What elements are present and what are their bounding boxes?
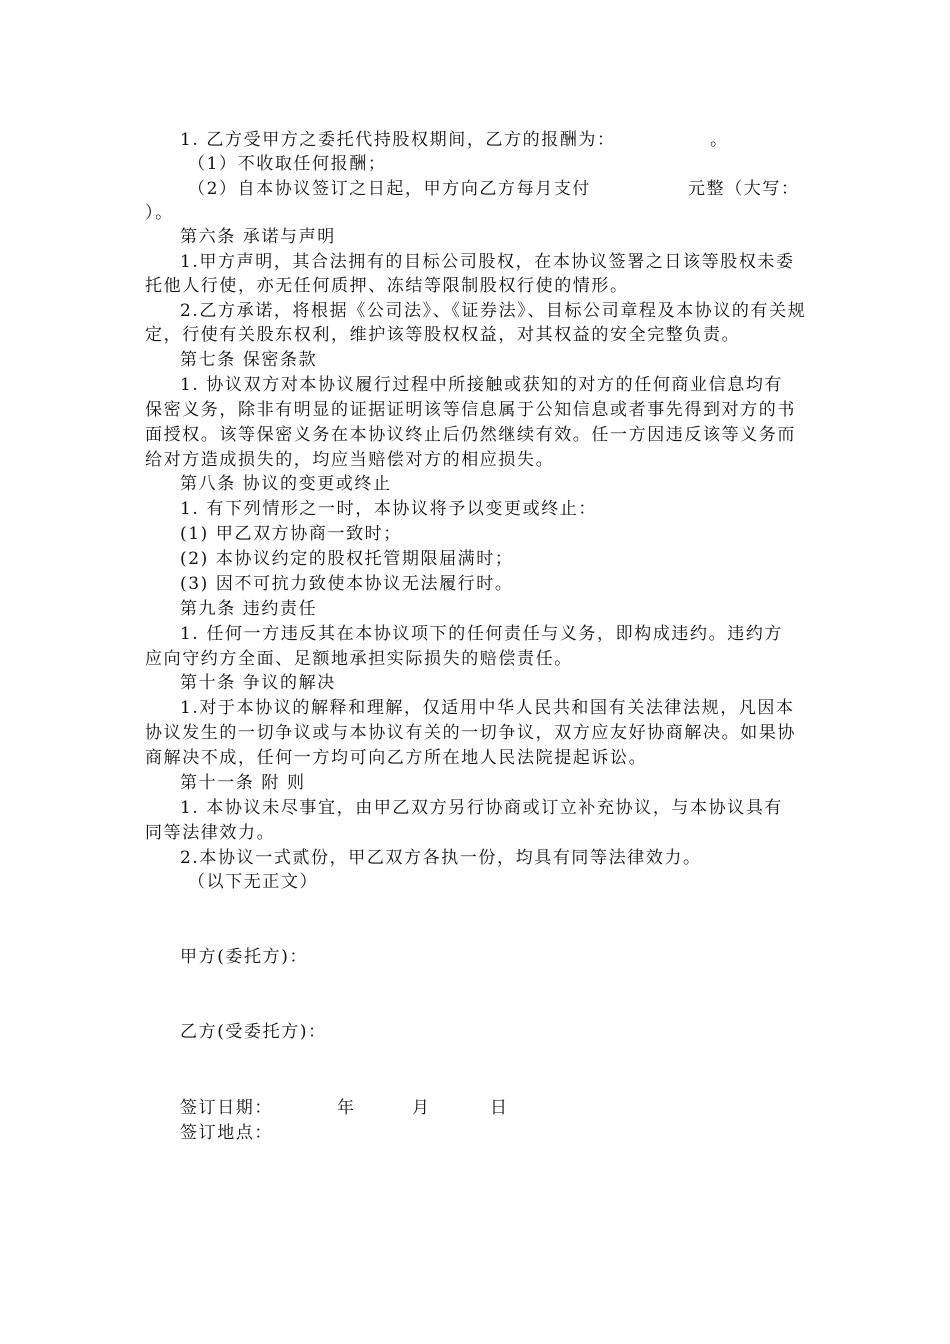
article-10-para-1-line-2: 协议发生的一切争议或与本协议有关的一切争议，双方应友好协商解决。如果协 — [145, 723, 796, 743]
remuneration-text: 1. 乙方受甲方之委托代持股权期间，乙方的报酬为： — [180, 130, 616, 150]
article-11-para-1-line-1: 1. 本协议未尽事宜，由甲乙双方另行协商或订立补充协议，与本协议具有 — [180, 798, 784, 818]
article-8-case-2: (2) 本协议约定的股权托管期限届满时； — [180, 549, 514, 569]
remuneration-option-1: （1）不收取任何报酬； — [188, 154, 387, 174]
article-7-para-1-line-4: 给对方造成损失的，均应当赔偿对方的相应损失。 — [145, 450, 555, 470]
article-11-para-2: 2.本协议一式贰份，甲乙双方各执一份，均具有同等法律效力。 — [180, 848, 702, 868]
article-6-para-2-line-2: 定，行使有关股东权利，维护该等股权权益，对其权益的安全完整负责。 — [145, 325, 741, 345]
article-10-para-1-line-1: 1.对于本协议的解释和理解，仅适用中华人民共和国有关法律法规，凡因本 — [180, 698, 795, 718]
remuneration-option-2-end: ）。 — [145, 203, 174, 223]
signing-date-month: 月 — [412, 1098, 431, 1118]
article-9-heading: 第九条 违约责任 — [180, 599, 318, 619]
article-11-para-1-line-2: 同等法律效力。 — [145, 823, 276, 843]
article-7-para-1-line-3: 面授权。该等保密义务在本协议终止后仍然继续有效。任一方因违反该等义务而 — [145, 425, 796, 445]
article-11-heading: 第十一条 附 则 — [180, 773, 306, 793]
article-6-para-1-line-2: 托他人行使，亦无任何质押、冻结等限制股权行使的情形。 — [145, 276, 629, 296]
article-8-heading: 第八条 协议的变更或终止 — [180, 474, 392, 494]
article-9-para-1-line-2: 应向守约方全面、足额地承担实际损失的赔偿责任。 — [145, 649, 573, 669]
article-7-para-1-line-2: 保密义务，除非有明显的证据证明该等信息属于公知信息或者事先得到对方的书 — [145, 400, 796, 420]
article-8-para-1: 1. 有下列情形之一时，本协议将予以变更或终止： — [180, 499, 598, 519]
article-8-case-1: (1) 甲乙双方协商一致时； — [180, 524, 402, 544]
article-7-heading: 第七条 保密条款 — [180, 350, 318, 370]
party-b-signature-label: 乙方(受委托方)： — [180, 1022, 327, 1042]
article-8-case-3: (3) 因不可抗力致使本协议无法履行时。 — [180, 574, 514, 594]
article-10-heading: 第十条 争议的解决 — [180, 673, 336, 693]
article-6-heading: 第六条 承诺与声明 — [180, 227, 336, 247]
remuneration-blank-end: 。 — [710, 130, 729, 150]
article-6-para-2-line-1: 2.乙方承诺，将根据《公司法》、《证券法》、目标公司章程及本协议的有关规 — [180, 301, 807, 321]
signing-date-day: 日 — [490, 1098, 509, 1118]
remuneration-option-2-text: （2）自本协议签订之日起，甲方向乙方每月支付 — [188, 179, 592, 199]
signing-date-row — [180, 1096, 810, 1120]
signing-place-label: 签订地点： — [180, 1123, 273, 1143]
no-further-text-note: （以下无正文） — [188, 872, 319, 892]
clause-5-item-1 — [180, 128, 810, 152]
remuneration-amount-words: 元整（大写： — [688, 179, 800, 199]
remuneration-option-2 — [188, 177, 810, 201]
article-10-para-1-line-3: 商解决不成，任何一方均可向乙方所在地人民法院提起诉讼。 — [145, 748, 648, 768]
article-7-para-1-line-1: 1. 协议双方对本协议履行过程中所接触或获知的对方的任何商业信息均有 — [180, 375, 784, 395]
article-6-para-1-line-1: 1.甲方声明，其合法拥有的目标公司股权，在本协议签署之日该等股权未委 — [180, 252, 795, 272]
signing-date-label: 签订日期： — [180, 1098, 273, 1118]
article-9-para-1-line-1: 1. 任何一方违反其在本协议项下的任何责任与义务，即构成违约。违约方 — [180, 624, 784, 644]
party-a-signature-label: 甲方(委托方)： — [180, 947, 309, 967]
signing-date-year: 年 — [337, 1098, 356, 1118]
